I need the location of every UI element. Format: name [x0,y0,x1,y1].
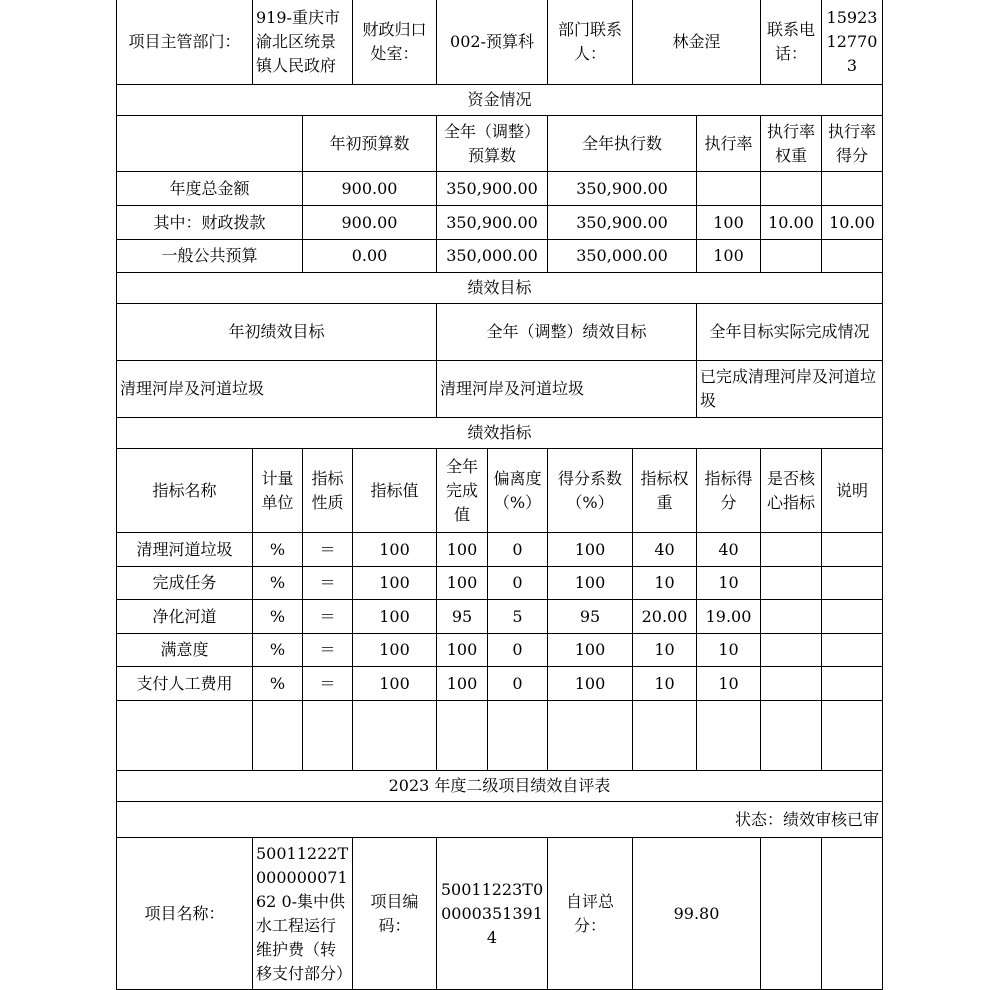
empty-cell [760,837,822,990]
indicator-value: 0 [487,633,548,667]
funds-value: 100 [696,239,761,273]
dept-value: 919-重庆市渝北区统景镇人民政府 [252,0,353,85]
project-code-value: 50011223T000003513914 [436,837,548,990]
indicator-value: 10 [632,633,697,667]
empty-indicator-cell [116,700,253,771]
office-label: 财政归口处室： [352,0,437,85]
project-code-label: 项目编码： [352,837,437,990]
indicator-value: 95 [547,599,633,634]
indicator-value: 5 [487,599,548,634]
empty-indicator-cell [302,700,353,771]
funds-value: 10.00 [821,205,883,240]
empty-indicator-cell [252,700,303,771]
goals-col-header: 年初绩效目标 [116,303,437,361]
empty-indicator-cell [436,700,488,771]
indicator-col-header: 是否核心指标 [760,448,822,533]
funds-row-label: 年度总金额 [116,171,303,206]
indicator-value: 100 [352,633,437,667]
goals-section-title: 绩效目标 [116,272,883,304]
indicator-value [821,599,883,634]
funds-value [760,239,822,273]
indicator-value: 10 [696,666,761,701]
indicator-value: % [252,633,303,667]
funds-col-header: 全年（调整）预算数 [436,115,548,172]
funds-value: 100 [696,205,761,240]
funds-col-header: 执行率权重 [760,115,822,172]
indicator-col-header: 得分系数（%） [547,448,633,533]
project-name-label: 项目名称： [116,837,253,990]
indicator-name: 满意度 [116,633,253,667]
indicator-value [821,566,883,600]
indicator-value [760,532,822,567]
indicator-col-header: 说明 [821,448,883,533]
indicator-value: 100 [547,566,633,600]
status-text: 状态：绩效审核已审 [116,801,883,838]
funds-col-header: 执行率 [696,115,761,172]
indicator-value: 0 [487,666,548,701]
goals-value: 清理河岸及河道垃圾 [436,360,697,418]
indicator-name: 净化河道 [116,599,253,634]
indicator-value: 100 [436,666,488,701]
indicator-col-header: 指标性质 [302,448,353,533]
funds-row-label: 一般公共预算 [116,239,303,273]
indicator-value: ＝ [302,599,353,634]
project-name-value: 50011222T00000007162 0-集中供水工程运行维护费（转移支付部分） [252,837,353,990]
indicator-value: ＝ [302,666,353,701]
dept-label: 项目主管部门： [116,0,253,85]
indicator-value: ＝ [302,633,353,667]
contact-value: 林金涅 [632,0,761,85]
indicator-value: 100 [352,532,437,567]
funds-section-title: 资金情况 [116,84,883,116]
indicator-value [821,633,883,667]
funds-value: 350,900.00 [436,171,548,206]
funds-col-header: 执行率得分 [821,115,883,172]
indicator-value: 95 [436,599,488,634]
goals-col-header: 全年目标实际完成情况 [696,303,883,361]
indicator-value: 40 [696,532,761,567]
indicator-value: 100 [352,566,437,600]
indicator-value: 100 [352,599,437,634]
indicator-value [760,666,822,701]
funds-col-header: 年初预算数 [302,115,437,172]
phone-label: 联系电话： [760,0,822,85]
goals-value: 已完成清理河岸及河道垃圾 [696,360,883,418]
indicator-name: 完成任务 [116,566,253,600]
empty-indicator-cell [487,700,548,771]
empty-indicator-cell [821,700,883,771]
indicator-name: 清理河道垃圾 [116,532,253,567]
funds-corner-cell [116,115,303,172]
indicator-value: 100 [436,566,488,600]
indicator-value: 10 [696,566,761,600]
funds-value [821,239,883,273]
indicator-col-header: 指标名称 [116,448,253,533]
indicator-value: 0 [487,566,548,600]
indicator-value: 100 [436,532,488,567]
empty-indicator-cell [696,700,761,771]
score-label: 自评总分： [547,837,633,990]
indicator-value [821,532,883,567]
goals-value: 清理河岸及河道垃圾 [116,360,437,418]
indicator-value: 10 [632,666,697,701]
indicator-value: % [252,599,303,634]
indicator-value: 100 [547,532,633,567]
funds-row-label: 其中：财政拨款 [116,205,303,240]
indicator-col-header: 偏离度（%） [487,448,548,533]
goals-col-header: 全年（调整）绩效目标 [436,303,697,361]
funds-value: 900.00 [302,205,437,240]
indicator-value: 20.00 [632,599,697,634]
indicator-col-header: 计量单位 [252,448,303,533]
indicator-value [760,633,822,667]
funds-value: 10.00 [760,205,822,240]
funds-value: 350,900.00 [436,205,548,240]
contact-label: 部门联系人： [547,0,633,85]
indicator-value: 100 [436,633,488,667]
indicators-section-title: 绩效指标 [116,417,883,449]
funds-value: 0.00 [302,239,437,273]
score-value: 99.80 [632,837,761,990]
phone-value: 15923127703 [821,0,883,85]
empty-indicator-cell [547,700,633,771]
indicator-value: % [252,666,303,701]
indicator-col-header: 指标权重 [632,448,697,533]
funds-value: 900.00 [302,171,437,206]
empty-indicator-cell [352,700,437,771]
indicator-value: 100 [352,666,437,701]
indicator-value [821,666,883,701]
funds-col-header: 全年执行数 [547,115,697,172]
indicator-value: 100 [547,666,633,701]
office-value: 002-预算科 [436,0,548,85]
indicator-value: 19.00 [696,599,761,634]
indicator-value: % [252,532,303,567]
indicator-name: 支付人工费用 [116,666,253,701]
indicator-value: 40 [632,532,697,567]
indicator-value [760,599,822,634]
indicator-value: ＝ [302,566,353,600]
funds-value: 350,000.00 [436,239,548,273]
indicator-value: ＝ [302,532,353,567]
funds-value [760,171,822,206]
indicator-value: % [252,566,303,600]
form2-title: 2023 年度二级项目绩效自评表 [116,770,883,802]
empty-cell [821,837,883,990]
indicator-col-header: 指标得分 [696,448,761,533]
empty-indicator-cell [760,700,822,771]
indicator-value: 10 [632,566,697,600]
empty-indicator-cell [632,700,697,771]
indicator-col-header: 全年完成值 [436,448,488,533]
funds-value [696,171,761,206]
funds-value [821,171,883,206]
indicator-col-header: 指标值 [352,448,437,533]
evaluation-sheet [117,0,883,990]
funds-value: 350,000.00 [547,239,697,273]
funds-value: 350,900.00 [547,171,697,206]
indicator-value: 0 [487,532,548,567]
indicator-value: 100 [547,633,633,667]
indicator-value [760,566,822,600]
indicator-value: 10 [696,633,761,667]
funds-value: 350,900.00 [547,205,697,240]
